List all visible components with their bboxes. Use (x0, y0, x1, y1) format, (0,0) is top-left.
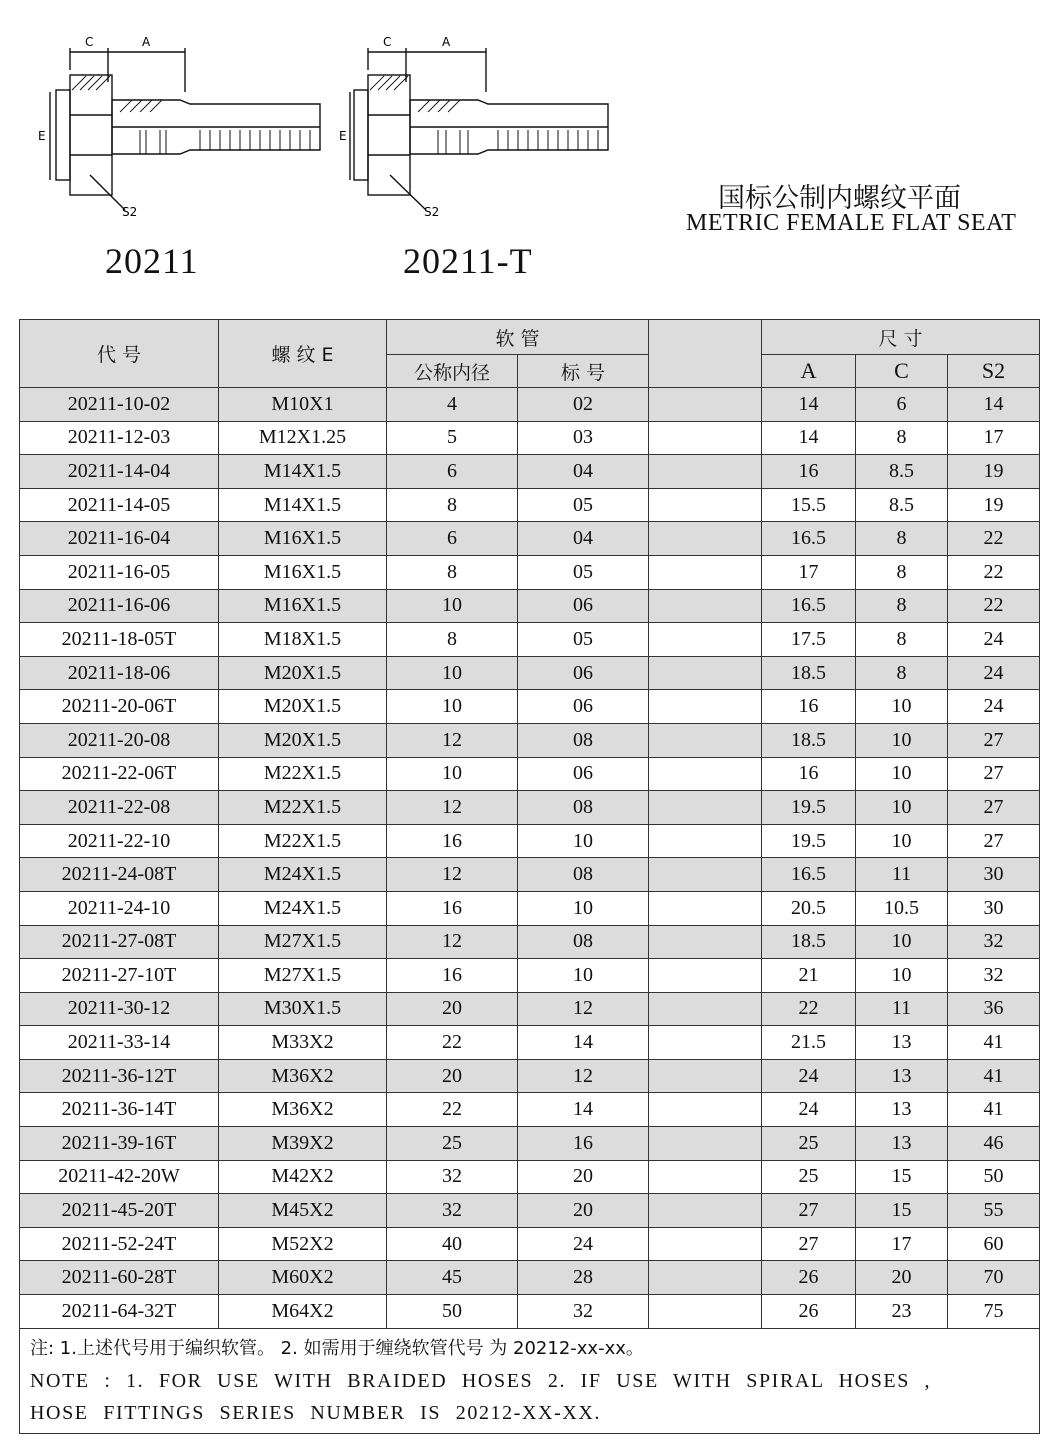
cell-c: 15 (856, 1160, 948, 1194)
cell-hose-mark: 05 (518, 488, 649, 522)
cell-a: 24 (762, 1059, 856, 1093)
cell-blank (649, 555, 762, 589)
cell-code: 20211-27-10T (20, 959, 219, 993)
cell-hose-id: 20 (387, 992, 518, 1026)
cell-hose-id: 16 (387, 891, 518, 925)
cell-a: 27 (762, 1194, 856, 1228)
cell-thread: M36X2 (219, 1059, 387, 1093)
header-s2: S2 (948, 355, 1040, 388)
cell-thread: M16X1.5 (219, 589, 387, 623)
cell-code: 20211-22-06T (20, 757, 219, 791)
cell-hose-id: 32 (387, 1194, 518, 1228)
cell-s2: 22 (948, 555, 1040, 589)
cell-a: 22 (762, 992, 856, 1026)
cell-code: 20211-60-28T (20, 1261, 219, 1295)
cell-code: 20211-14-05 (20, 488, 219, 522)
cell-a: 20.5 (762, 891, 856, 925)
title-english: METRIC FEMALE FLAT SEAT (686, 210, 1017, 236)
note-english-line1: NOTE : 1. FOR USE WITH BRAIDED HOSES 2. IF USE WITH SPIRAL HOSES , (30, 1369, 932, 1392)
cell-hose-mark: 24 (518, 1227, 649, 1261)
cell-c: 10 (856, 757, 948, 791)
cell-blank (649, 959, 762, 993)
cell-hose-mark: 12 (518, 992, 649, 1026)
cell-hose-id: 32 (387, 1160, 518, 1194)
cell-blank (649, 1059, 762, 1093)
cell-code: 20211-22-10 (20, 824, 219, 858)
cell-code: 20211-36-12T (20, 1059, 219, 1093)
cell-code: 20211-36-14T (20, 1093, 219, 1127)
cell-hose-id: 10 (387, 656, 518, 690)
cell-s2: 75 (948, 1295, 1040, 1329)
cell-s2: 41 (948, 1093, 1040, 1127)
cell-hose-mark: 14 (518, 1026, 649, 1060)
cell-thread: M33X2 (219, 1026, 387, 1060)
cell-a: 18.5 (762, 925, 856, 959)
svg-text:A: A (142, 35, 151, 49)
cell-thread: M14X1.5 (219, 455, 387, 489)
table-row (20, 791, 1040, 825)
cell-thread: M20X1.5 (219, 723, 387, 757)
svg-text:E: E (339, 129, 347, 143)
cell-hose-id: 40 (387, 1227, 518, 1261)
cell-c: 10 (856, 824, 948, 858)
svg-text:A: A (442, 35, 451, 49)
cell-hose-mark: 10 (518, 824, 649, 858)
cell-blank (649, 690, 762, 724)
cell-thread: M20X1.5 (219, 656, 387, 690)
cell-a: 16 (762, 757, 856, 791)
cell-hose-id: 12 (387, 925, 518, 959)
cell-hose-id: 4 (387, 388, 518, 422)
cell-hose-mark: 05 (518, 555, 649, 589)
cell-hose-id: 12 (387, 858, 518, 892)
cell-code: 20211-16-06 (20, 589, 219, 623)
cell-thread: M14X1.5 (219, 488, 387, 522)
cell-code: 20211-30-12 (20, 992, 219, 1026)
cell-blank (649, 656, 762, 690)
cell-s2: 24 (948, 656, 1040, 690)
cell-c: 23 (856, 1295, 948, 1329)
header-hose: 软 管 (387, 320, 649, 355)
cell-c: 10 (856, 723, 948, 757)
cell-s2: 22 (948, 522, 1040, 556)
fitting-drawing-20211 (30, 30, 350, 230)
table-row (20, 723, 1040, 757)
cell-s2: 50 (948, 1160, 1040, 1194)
cell-a: 19.5 (762, 791, 856, 825)
cell-code: 20211-12-03 (20, 421, 219, 455)
cell-c: 6 (856, 388, 948, 422)
cell-code: 20211-16-04 (20, 522, 219, 556)
model-number-20211: 20211 (105, 241, 199, 281)
cell-code: 20211-22-08 (20, 791, 219, 825)
cell-hose-mark: 14 (518, 1093, 649, 1127)
cell-c: 8 (856, 522, 948, 556)
cell-c: 11 (856, 858, 948, 892)
svg-text:C: C (383, 35, 392, 49)
cell-thread: M45X2 (219, 1194, 387, 1228)
cell-blank (649, 925, 762, 959)
cell-thread: M12X1.25 (219, 421, 387, 455)
cell-thread: M30X1.5 (219, 992, 387, 1026)
header-hose-mark: 标 号 (518, 355, 649, 388)
cell-s2: 36 (948, 992, 1040, 1026)
cell-thread: M16X1.5 (219, 555, 387, 589)
cell-a: 16.5 (762, 589, 856, 623)
cell-hose-mark: 12 (518, 1059, 649, 1093)
cell-hose-mark: 16 (518, 1127, 649, 1161)
cell-hose-mark: 10 (518, 891, 649, 925)
cell-blank (649, 1093, 762, 1127)
cell-thread: M60X2 (219, 1261, 387, 1295)
cell-hose-mark: 08 (518, 858, 649, 892)
cell-blank (649, 757, 762, 791)
cell-hose-id: 10 (387, 589, 518, 623)
cell-s2: 19 (948, 488, 1040, 522)
cell-a: 26 (762, 1295, 856, 1329)
spec-table (19, 319, 1040, 1434)
cell-code: 20211-20-06T (20, 690, 219, 724)
header-thread: 螺 纹 E (219, 320, 387, 388)
table-row (20, 388, 1040, 422)
cell-thread: M24X1.5 (219, 858, 387, 892)
cell-code: 20211-27-08T (20, 925, 219, 959)
cell-blank (649, 858, 762, 892)
cell-blank (649, 623, 762, 657)
cell-s2: 41 (948, 1026, 1040, 1060)
cell-hose-id: 6 (387, 455, 518, 489)
cell-s2: 27 (948, 723, 1040, 757)
cell-blank (649, 891, 762, 925)
svg-text:S2: S2 (424, 205, 440, 219)
cell-thread: M64X2 (219, 1295, 387, 1329)
cell-hose-id: 22 (387, 1093, 518, 1127)
cell-s2: 30 (948, 858, 1040, 892)
cell-blank (649, 824, 762, 858)
table-row (20, 959, 1040, 993)
cell-a: 19.5 (762, 824, 856, 858)
cell-thread: M20X1.5 (219, 690, 387, 724)
cell-blank (649, 1295, 762, 1329)
cell-code: 20211-18-05T (20, 623, 219, 657)
cell-thread: M24X1.5 (219, 891, 387, 925)
cell-c: 11 (856, 992, 948, 1026)
cell-s2: 27 (948, 824, 1040, 858)
cell-blank (649, 522, 762, 556)
table-row (20, 690, 1040, 724)
cell-s2: 55 (948, 1194, 1040, 1228)
cell-a: 18.5 (762, 723, 856, 757)
cell-a: 21.5 (762, 1026, 856, 1060)
cell-hose-mark: 06 (518, 589, 649, 623)
cell-c: 10.5 (856, 891, 948, 925)
cell-blank (649, 1194, 762, 1228)
cell-s2: 46 (948, 1127, 1040, 1161)
cell-blank (649, 589, 762, 623)
cell-hose-id: 50 (387, 1295, 518, 1329)
table-row (20, 891, 1040, 925)
cell-c: 8 (856, 421, 948, 455)
table-row (20, 1026, 1040, 1060)
cell-c: 10 (856, 690, 948, 724)
cell-code: 20211-33-14 (20, 1026, 219, 1060)
svg-text:C: C (85, 35, 94, 49)
cell-hose-id: 6 (387, 522, 518, 556)
cell-hose-mark: 08 (518, 723, 649, 757)
title-chinese: 国标公制内螺纹平面 (718, 183, 961, 214)
cell-s2: 32 (948, 925, 1040, 959)
cell-s2: 17 (948, 421, 1040, 455)
cell-a: 21 (762, 959, 856, 993)
table-row (20, 757, 1040, 791)
cell-c: 8 (856, 656, 948, 690)
cell-s2: 19 (948, 455, 1040, 489)
cell-a: 14 (762, 388, 856, 422)
cell-code: 20211-18-06 (20, 656, 219, 690)
model-number-20211-T: 20211-T (403, 241, 533, 281)
cell-thread: M18X1.5 (219, 623, 387, 657)
cell-c: 13 (856, 1026, 948, 1060)
table-row (20, 925, 1040, 959)
table-row (20, 555, 1040, 589)
cell-c: 10 (856, 791, 948, 825)
cell-s2: 30 (948, 891, 1040, 925)
svg-text:S2: S2 (122, 205, 138, 219)
cell-hose-mark: 04 (518, 455, 649, 489)
cell-hose-id: 5 (387, 421, 518, 455)
cell-blank (649, 488, 762, 522)
cell-blank (649, 421, 762, 455)
cell-code: 20211-52-24T (20, 1227, 219, 1261)
cell-a: 24 (762, 1093, 856, 1127)
cell-hose-id: 8 (387, 623, 518, 657)
cell-c: 8 (856, 555, 948, 589)
cell-thread: M27X1.5 (219, 959, 387, 993)
cell-code: 20211-24-10 (20, 891, 219, 925)
cell-hose-mark: 08 (518, 791, 649, 825)
cell-a: 15.5 (762, 488, 856, 522)
cell-a: 18.5 (762, 656, 856, 690)
table-row (20, 1261, 1040, 1295)
cell-c: 8.5 (856, 488, 948, 522)
cell-blank (649, 1026, 762, 1060)
note-chinese: 注: 1.上述代号用于编织软管。 2. 如需用于缠绕软管代号 为 20212-xx-xx。 (30, 1337, 644, 1359)
cell-s2: 60 (948, 1227, 1040, 1261)
cell-thread: M16X1.5 (219, 522, 387, 556)
cell-code: 20211-45-20T (20, 1194, 219, 1228)
cell-c: 8 (856, 623, 948, 657)
table-row (20, 623, 1040, 657)
cell-a: 17.5 (762, 623, 856, 657)
cell-thread: M22X1.5 (219, 824, 387, 858)
cell-blank (649, 1127, 762, 1161)
cell-a: 16 (762, 455, 856, 489)
cell-blank (649, 455, 762, 489)
header-a: A (762, 355, 856, 388)
cell-thread: M52X2 (219, 1227, 387, 1261)
cell-hose-mark: 08 (518, 925, 649, 959)
table-row (20, 1127, 1040, 1161)
svg-text:E: E (38, 129, 46, 143)
cell-hose-mark: 28 (518, 1261, 649, 1295)
table-row (20, 1093, 1040, 1127)
cell-c: 17 (856, 1227, 948, 1261)
cell-thread: M22X1.5 (219, 757, 387, 791)
header-blank (649, 320, 762, 388)
cell-a: 25 (762, 1160, 856, 1194)
table-row (20, 656, 1040, 690)
cell-code: 20211-16-05 (20, 555, 219, 589)
cell-s2: 22 (948, 589, 1040, 623)
cell-blank (649, 1261, 762, 1295)
cell-code: 20211-10-02 (20, 388, 219, 422)
cell-a: 16.5 (762, 858, 856, 892)
cell-s2: 27 (948, 791, 1040, 825)
cell-blank (649, 1160, 762, 1194)
table-row (20, 522, 1040, 556)
cell-c: 13 (856, 1127, 948, 1161)
table-row (20, 488, 1040, 522)
notes (20, 1328, 1040, 1433)
cell-s2: 32 (948, 959, 1040, 993)
cell-c: 15 (856, 1194, 948, 1228)
header-hose-id: 公称内径 (387, 355, 518, 388)
cell-c: 13 (856, 1059, 948, 1093)
cell-hose-mark: 10 (518, 959, 649, 993)
table-row (20, 1059, 1040, 1093)
cell-s2: 41 (948, 1059, 1040, 1093)
cell-code: 20211-24-08T (20, 858, 219, 892)
cell-hose-id: 20 (387, 1059, 518, 1093)
table-row (20, 992, 1040, 1026)
cell-hose-mark: 06 (518, 757, 649, 791)
cell-thread: M42X2 (219, 1160, 387, 1194)
fitting-drawing-20211-T (338, 30, 638, 230)
table-row (20, 1227, 1040, 1261)
cell-thread: M22X1.5 (219, 791, 387, 825)
cell-c: 20 (856, 1261, 948, 1295)
cell-hose-mark: 20 (518, 1194, 649, 1228)
cell-s2: 14 (948, 388, 1040, 422)
cell-c: 10 (856, 925, 948, 959)
cell-hose-id: 10 (387, 757, 518, 791)
cell-a: 16.5 (762, 522, 856, 556)
cell-hose-id: 25 (387, 1127, 518, 1161)
cell-hose-id: 12 (387, 723, 518, 757)
table-row (20, 824, 1040, 858)
cell-code: 20211-39-16T (20, 1127, 219, 1161)
cell-code: 20211-64-32T (20, 1295, 219, 1329)
cell-code: 20211-14-04 (20, 455, 219, 489)
cell-thread: M10X1 (219, 388, 387, 422)
cell-hose-mark: 05 (518, 623, 649, 657)
cell-code: 20211-42-20W (20, 1160, 219, 1194)
cell-a: 25 (762, 1127, 856, 1161)
cell-c: 8.5 (856, 455, 948, 489)
table-row (20, 858, 1040, 892)
cell-thread: M39X2 (219, 1127, 387, 1161)
cell-code: 20211-20-08 (20, 723, 219, 757)
cell-a: 26 (762, 1261, 856, 1295)
cell-a: 16 (762, 690, 856, 724)
note-english-line2: HOSE FITTINGS SERIES NUMBER IS 20212-XX-XX. (30, 1401, 602, 1424)
cell-hose-mark: 04 (518, 522, 649, 556)
cell-hose-mark: 02 (518, 388, 649, 422)
table-row (20, 1194, 1040, 1228)
cell-blank (649, 723, 762, 757)
cell-hose-id: 12 (387, 791, 518, 825)
table-row (20, 1160, 1040, 1194)
cell-s2: 24 (948, 690, 1040, 724)
header-code: 代 号 (20, 320, 219, 388)
header-c: C (856, 355, 948, 388)
cell-hose-mark: 06 (518, 690, 649, 724)
cell-hose-id: 8 (387, 555, 518, 589)
cell-hose-id: 22 (387, 1026, 518, 1060)
cell-thread: M36X2 (219, 1093, 387, 1127)
cell-blank (649, 1227, 762, 1261)
header-size: 尺 寸 (762, 320, 1040, 355)
cell-hose-id: 45 (387, 1261, 518, 1295)
cell-a: 14 (762, 421, 856, 455)
cell-a: 27 (762, 1227, 856, 1261)
cell-hose-id: 16 (387, 824, 518, 858)
cell-blank (649, 992, 762, 1026)
cell-s2: 24 (948, 623, 1040, 657)
cell-c: 13 (856, 1093, 948, 1127)
cell-c: 10 (856, 959, 948, 993)
table-row (20, 589, 1040, 623)
cell-hose-id: 16 (387, 959, 518, 993)
table-row (20, 421, 1040, 455)
cell-s2: 27 (948, 757, 1040, 791)
cell-hose-mark: 03 (518, 421, 649, 455)
cell-blank (649, 791, 762, 825)
cell-thread: M27X1.5 (219, 925, 387, 959)
cell-hose-mark: 32 (518, 1295, 649, 1329)
cell-hose-id: 8 (387, 488, 518, 522)
cell-blank (649, 388, 762, 422)
cell-c: 8 (856, 589, 948, 623)
table-row (20, 1295, 1040, 1329)
cell-a: 17 (762, 555, 856, 589)
cell-s2: 70 (948, 1261, 1040, 1295)
table-row (20, 455, 1040, 489)
cell-hose-mark: 06 (518, 656, 649, 690)
cell-hose-mark: 20 (518, 1160, 649, 1194)
cell-hose-id: 10 (387, 690, 518, 724)
